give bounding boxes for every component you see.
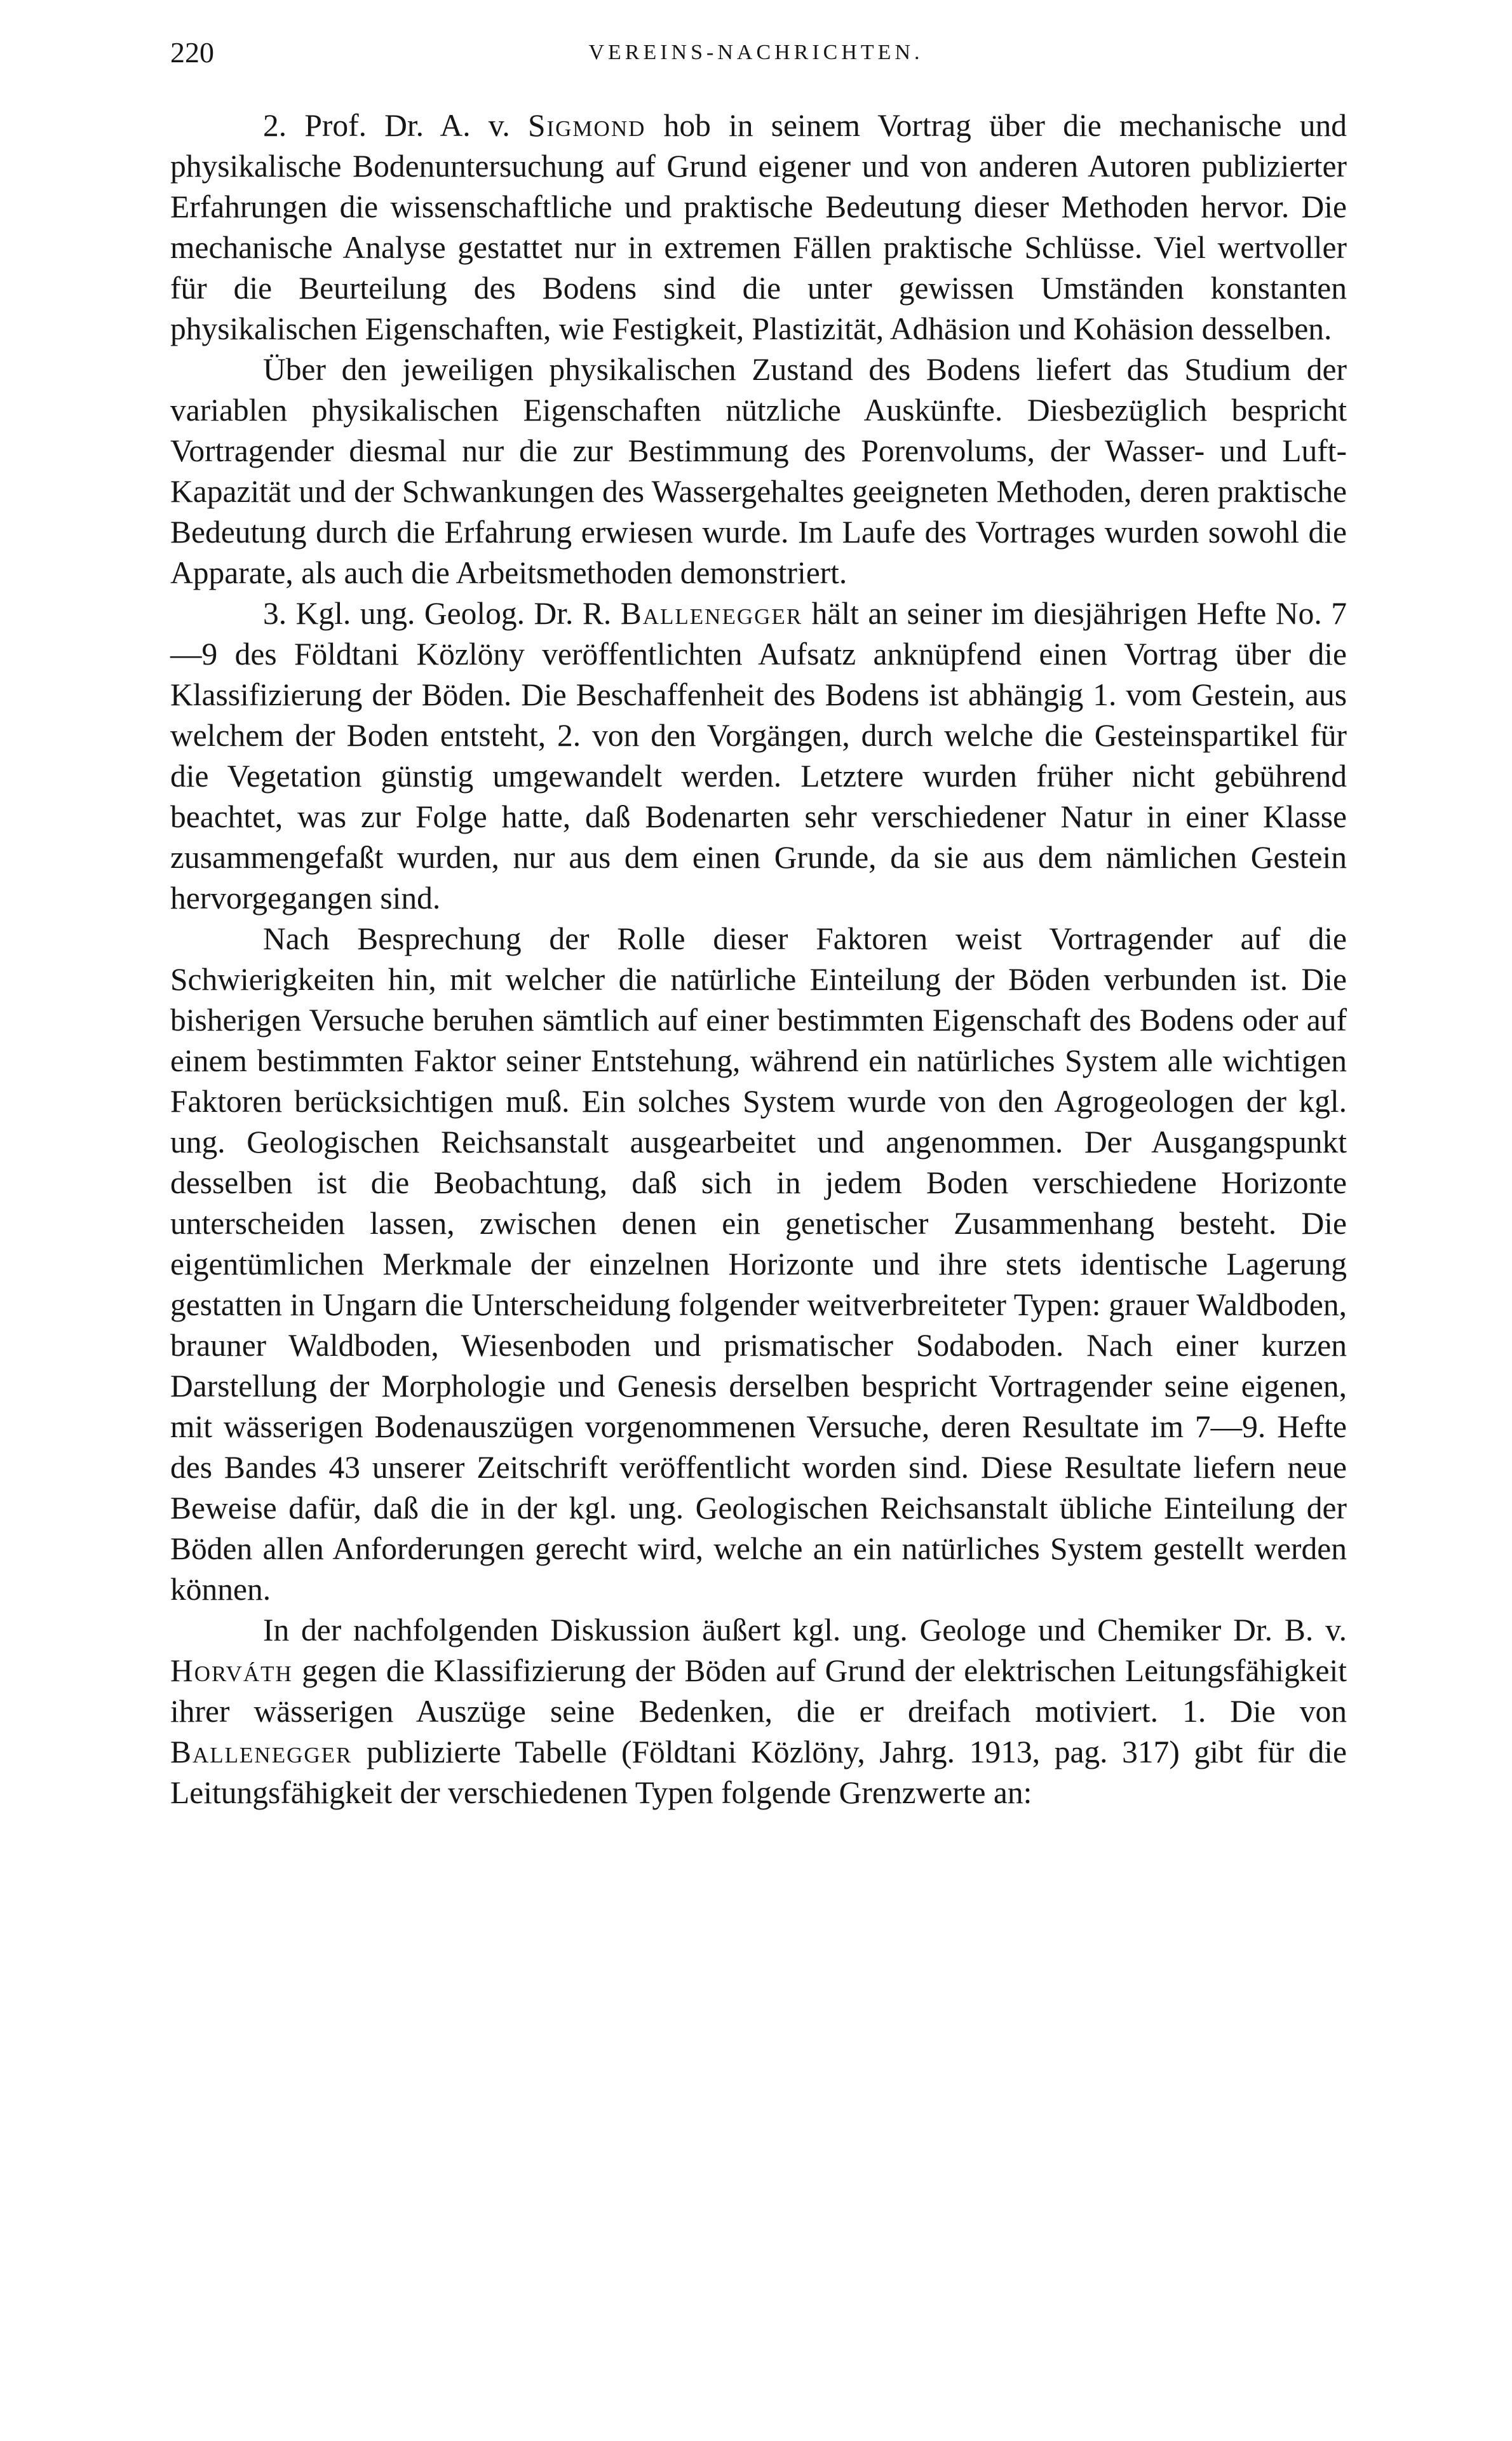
p5-text-b: gegen die Klassifizierung der Böden auf Grund der elektrischen Leitungsfähigkeit ihrer wässerigen Auszüge seine Bedenken, die er dreifach motiviert. 1. Die von (170, 1653, 1347, 1729)
author-name-ballenegger: Ballenegger (620, 596, 803, 631)
body-text (170, 105, 1347, 1813)
p3-text-b: hält an seiner im diesjährigen Hefte No. 7—9 des Földtani Közlöny veröffentlichten Aufsatz anknüpfend einen Vortrag über die Klassifizierung der Böden. Die Beschaffenheit des Bodens ist abhängig 1. vom Gestein, aus welchem der Boden entsteht, 2. von den Vorgängen, durch welche die Gesteinspartikel für die Vegetation günstig umgewandelt werden. Letztere wurden früher nicht gebührend beachtet, was zur Folge hatte, daß Bodenarten sehr verschiedener Natur in einer Klasse zusammengefaßt wurden, nur aus dem einen Grunde, da sie aus dem nämlichen Gestein hervorgegangen sind. (170, 596, 1347, 916)
author-name-ballenegger-ref: Ballenegger (170, 1734, 353, 1769)
paragraph-ballenegger-lecture (170, 593, 1347, 919)
p1-text-b: hob in seinem Vortrag über die mechanische und physikalische Bodenuntersuchung auf Grund eigener und von anderen Autoren publizierter Erfahrungen die wissenschaftliche und praktische Bedeutung dieser Methoden hervor. Die mechanische Analyse gestattet nur in extremen Fällen praktische Schlüsse. Viel wertvoller für die Beurteilung des Bodens sind die unter gewissen Umständen konstanten physikalischen Eigenschaften, wie Festigkeit, Plastizität, Adhäsion und Kohäsion desselben. (170, 108, 1347, 346)
paragraph-classification-system: Nach Besprechung der Rolle dieser Faktoren weist Vortragender auf die Schwierigkeiten hin, mit welcher die natürliche Einteilung der Böden verbunden ist. Die bisherigen Versuche beruhen sämtlich auf einer bestimmten Eigenschaft des Bodens oder auf einem bestimmten Faktor seiner Entstehung, während ein natürliches System alle wichtigen Faktoren berücksichtigen muß. Ein solches System wurde von den Agrogeologen der kgl. ung. Geologischen Reichsanstalt ausgearbeitet und angenommen. Der Ausgangspunkt desselben ist die Beobachtung, daß sich in jedem Boden verschiedene Horizonte unterscheiden lassen, zwischen denen ein genetischer Zusammenhang besteht. Die eigentümlichen Merkmale der einzelnen Horizonte und ihre stets identische Lagerung gestatten in Ungarn die Unterscheidung folgender weitverbreiteter Typen: grauer Waldboden, brauner Waldboden, Wiesenboden und prismatischer Sodaboden. Nach einer kurzen Darstellung der Morphologie und Genesis derselben bespricht Vortragender seine eigenen, mit wässerigen Bodenauszügen vorgenommenen Versuche, deren Resultate im 7—9. Hefte des Bandes 43 unserer Zeitschrift veröffentlicht worden sind. Diese Resultate liefern neue Beweise dafür, daß die in der kgl. ung. Geologischen Reichsanstalt übliche Einteilung der Böden allen Anforderungen gerecht wird, welche an ein natürliches System gestellt werden können. (170, 921, 1347, 1607)
paragraph-sigmond-lecture (170, 105, 1347, 349)
p5-text-c: publizierte Tabelle (Földtani Közlöny, Jahrg. 1913, pag. 317) gibt für die Leitungsfähigkeit der verschiedenen Typen folgende Grenzwerte an: (170, 1734, 1347, 1810)
running-head: VEREINS-NACHRICHTEN. (588, 41, 924, 64)
page-header (170, 30, 1342, 75)
p1-text-a: 2. Prof. Dr. A. v. (263, 108, 528, 143)
author-name-sigmond: Sigmond (527, 108, 646, 143)
paragraph-discussion (170, 1610, 1347, 1813)
page-number: 220 (170, 36, 214, 69)
p3-text-a: 3. Kgl. ung. Geolog. Dr. R. (263, 596, 621, 631)
author-name-horvath: Horváth (170, 1653, 293, 1688)
p5-text-a: In der nachfolgenden Diskussion äußert kgl. ung. Geologe und Chemiker Dr. B. v. (263, 1613, 1347, 1647)
paragraph-physical-state: Über den jeweiligen physikalischen Zustand des Bodens liefert das Studium der variablen physikalischen Eigenschaften nützliche Auskünfte. Diesbezüglich bespricht Vortragender diesmal nur die zur Bestimmung des Porenvolums, der Wasser- und Luft-Kapazität und der Schwankungen des Wassergehaltes geeigneten Methoden, deren praktische Bedeutung durch die Erfahrung erwiesen wurde. Im Laufe des Vortrages wurden sowohl die Apparate, als auch die Arbeitsmethoden demonstriert. (170, 352, 1347, 590)
